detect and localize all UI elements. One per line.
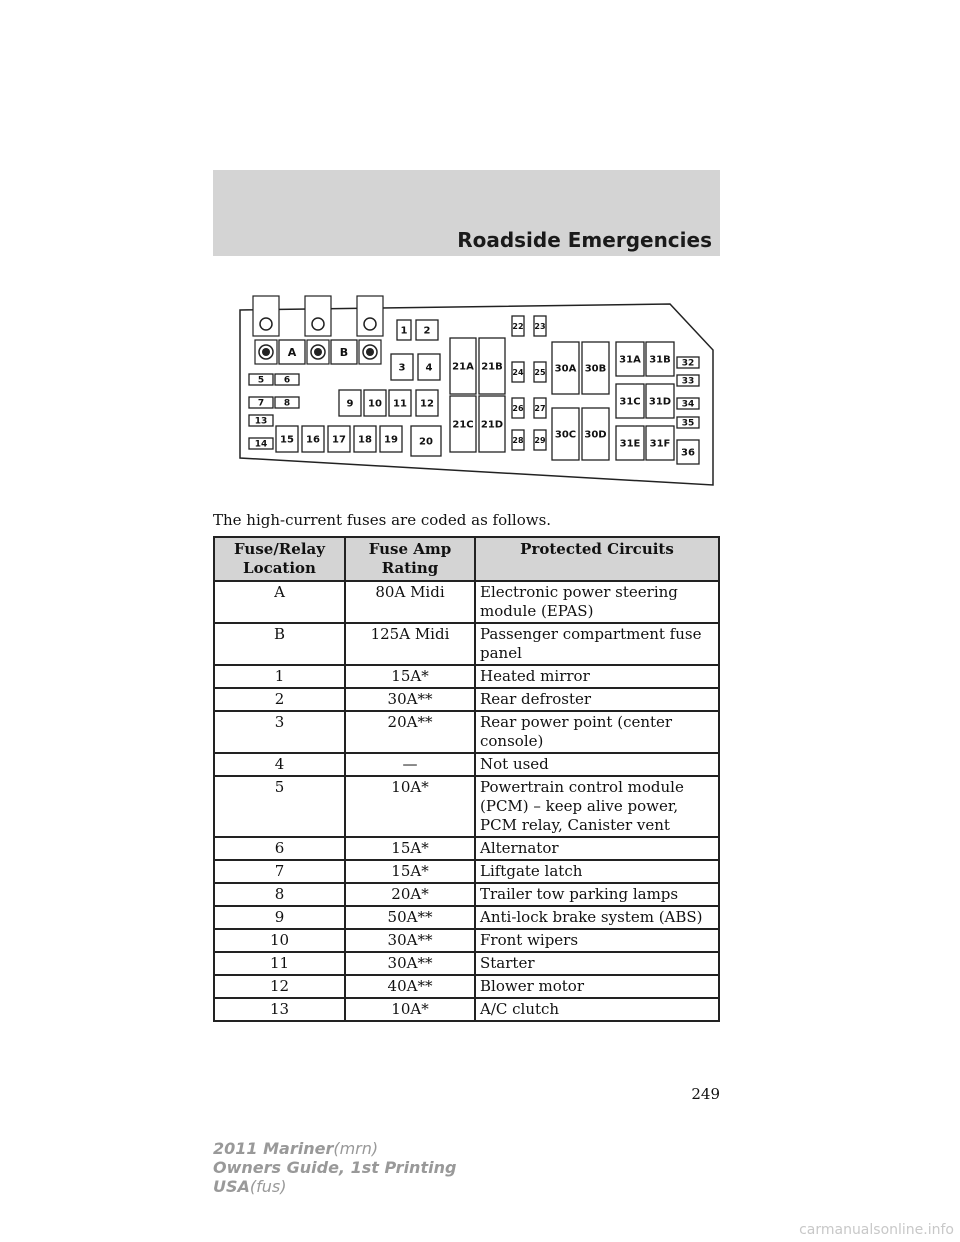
fuse-label-36: 36	[681, 447, 695, 459]
cell-protected-circuit: Trailer tow parking lamps	[475, 883, 719, 906]
cell-location: 7	[214, 860, 345, 883]
footer	[213, 1139, 456, 1196]
fuse-label-30b: 30B	[584, 363, 607, 375]
table-row	[214, 753, 719, 776]
page-number: 249	[691, 1085, 720, 1103]
cell-protected-circuit: Liftgate latch	[475, 860, 719, 883]
footer-region: USA	[213, 1177, 250, 1196]
fuse-label-30c: 30C	[554, 429, 577, 441]
watermark: carmanualsonline.info	[799, 1222, 954, 1238]
fuse-label-14: 14	[254, 439, 268, 450]
cell-amp-rating: 50A**	[345, 906, 475, 929]
cell-protected-circuit: Front wipers	[475, 929, 719, 952]
cell-protected-circuit: Powertrain control module (PCM) – keep alive power, PCM relay, Canister vent	[475, 776, 719, 837]
intro-text: The high-current fuses are coded as follows.	[213, 511, 552, 529]
fuse-label-35: 35	[681, 418, 695, 429]
fuse-label-21a: 21A	[452, 361, 474, 373]
cell-location: 6	[214, 837, 345, 860]
relay-stud	[312, 318, 324, 330]
fuse-label-16: 16	[306, 434, 320, 446]
cell-protected-circuit: Rear power point (center console)	[475, 711, 719, 753]
fuse-label-1: 1	[400, 325, 408, 337]
fuse-label-31e: 31E	[619, 438, 641, 450]
cell-amp-rating: 20A*	[345, 883, 475, 906]
fuse-label-7: 7	[257, 398, 265, 409]
table-row	[214, 929, 719, 952]
cell-protected-circuit: Rear defroster	[475, 688, 719, 711]
stud-inner	[262, 348, 270, 356]
cell-location: 10	[214, 929, 345, 952]
fuse-label-2: 2	[423, 325, 431, 337]
cell-amp-rating: 10A*	[345, 998, 475, 1021]
header-amp-rating: Fuse Amp Rating	[345, 537, 475, 581]
section-title: Roadside Emergencies	[457, 228, 712, 252]
cell-amp-rating: 10A*	[345, 776, 475, 837]
footer-model: 2011 Mariner	[213, 1139, 334, 1158]
cell-protected-circuit: Anti-lock brake system (ABS)	[475, 906, 719, 929]
fuse-label-20: 20	[419, 436, 433, 448]
fuse-label-9: 9	[346, 398, 354, 410]
fuse-label-19: 19	[384, 434, 398, 446]
fuse-label-3: 3	[398, 362, 406, 374]
stud-inner	[366, 348, 374, 356]
table-row	[214, 975, 719, 998]
cell-protected-circuit: Alternator	[475, 837, 719, 860]
fuse-label-31d: 31D	[648, 396, 672, 408]
fuse-label-b: B	[339, 345, 349, 359]
cell-amp-rating: 30A**	[345, 952, 475, 975]
fuse-label-11: 11	[393, 398, 407, 410]
cell-location: 3	[214, 711, 345, 753]
cell-location: 4	[214, 753, 345, 776]
footer-model-code: (mrn)	[333, 1139, 379, 1158]
table-row	[214, 952, 719, 975]
header-location: Fuse/Relay Location	[214, 537, 345, 581]
cell-amp-rating: 30A**	[345, 688, 475, 711]
fuse-label-13: 13	[254, 416, 268, 427]
fuse-label-8: 8	[283, 398, 291, 409]
relay-stud	[364, 318, 376, 330]
header-protected-circuits: Protected Circuits	[475, 537, 719, 581]
cell-location: 9	[214, 906, 345, 929]
footer-line-3	[213, 1177, 456, 1196]
fuse-label-31a: 31A	[619, 354, 641, 366]
cell-protected-circuit: Not used	[475, 753, 719, 776]
cell-amp-rating: 15A*	[345, 665, 475, 688]
fuse-label-6: 6	[283, 375, 291, 386]
cell-location: 11	[214, 952, 345, 975]
cell-location: 2	[214, 688, 345, 711]
fuse-label-33: 33	[681, 376, 695, 387]
cell-location: 8	[214, 883, 345, 906]
table-row	[214, 860, 719, 883]
table-row	[214, 711, 719, 753]
fuse-label-30a: 30A	[554, 363, 577, 375]
cell-amp-rating: 125A Midi	[345, 623, 475, 665]
fuse-label-21c: 21C	[452, 419, 474, 431]
cell-protected-circuit: A/C clutch	[475, 998, 719, 1021]
fuse-label-22: 22	[512, 321, 524, 331]
stud-inner	[314, 348, 322, 356]
fuse-label-32: 32	[681, 358, 695, 369]
fuse-label-12: 12	[420, 398, 434, 410]
table-row	[214, 776, 719, 837]
cell-amp-rating: 15A*	[345, 860, 475, 883]
fuse-label-25: 25	[534, 367, 546, 377]
fuse-label-23: 23	[534, 321, 546, 331]
cell-protected-circuit: Blower motor	[475, 975, 719, 998]
footer-line-1	[213, 1139, 456, 1158]
cell-amp-rating: 80A Midi	[345, 581, 475, 623]
fuse-label-18: 18	[358, 434, 372, 446]
cell-amp-rating: 30A**	[345, 929, 475, 952]
fuse-label-21b: 21B	[481, 361, 503, 373]
fuse-label-31f: 31F	[649, 438, 671, 450]
table-row	[214, 837, 719, 860]
cell-location: 5	[214, 776, 345, 837]
fuse-label-29: 29	[534, 435, 546, 445]
fuse-label-28: 28	[512, 435, 524, 445]
cell-protected-circuit: Passenger compartment fuse panel	[475, 623, 719, 665]
fuse-box-diagram	[213, 290, 720, 490]
cell-location: A	[214, 581, 345, 623]
fuse-table	[213, 536, 720, 1022]
diagram-body	[240, 296, 713, 485]
table-row	[214, 688, 719, 711]
fuse-label-31c: 31C	[619, 396, 641, 408]
table-header-row	[214, 537, 719, 581]
table-row	[214, 581, 719, 623]
fuse-label-30d: 30D	[584, 429, 607, 441]
fuse-label-a: A	[287, 345, 297, 359]
cell-location: 1	[214, 665, 345, 688]
cell-amp-rating: 15A*	[345, 837, 475, 860]
table-row	[214, 883, 719, 906]
table-row	[214, 998, 719, 1021]
table-row	[214, 906, 719, 929]
fuse-label-24: 24	[512, 367, 524, 377]
cell-amp-rating: 40A**	[345, 975, 475, 998]
fuse-label-5: 5	[257, 375, 265, 386]
fuse-label-10: 10	[368, 398, 382, 410]
cell-location: 12	[214, 975, 345, 998]
cell-protected-circuit: Heated mirror	[475, 665, 719, 688]
fuse-label-4: 4	[425, 362, 433, 374]
cell-location: 13	[214, 998, 345, 1021]
fuse-label-17: 17	[332, 434, 346, 446]
fuse-label-31b: 31B	[649, 354, 671, 366]
table-row	[214, 623, 719, 665]
relay-stud	[260, 318, 272, 330]
fuse-label-21d: 21D	[480, 419, 504, 431]
cell-protected-circuit: Electronic power steering module (EPAS)	[475, 581, 719, 623]
footer-region-code: (fus)	[249, 1177, 287, 1196]
footer-line-2: Owners Guide, 1st Printing	[213, 1158, 457, 1177]
table-row	[214, 665, 719, 688]
fuse-label-27: 27	[534, 403, 546, 413]
cell-protected-circuit: Starter	[475, 952, 719, 975]
fuse-label-26: 26	[512, 403, 524, 413]
fuse-label-15: 15	[280, 434, 294, 446]
cell-amp-rating: —	[345, 753, 475, 776]
cell-location: B	[214, 623, 345, 665]
fuse-label-34: 34	[681, 399, 695, 410]
cell-amp-rating: 20A**	[345, 711, 475, 753]
section-header	[213, 170, 720, 256]
